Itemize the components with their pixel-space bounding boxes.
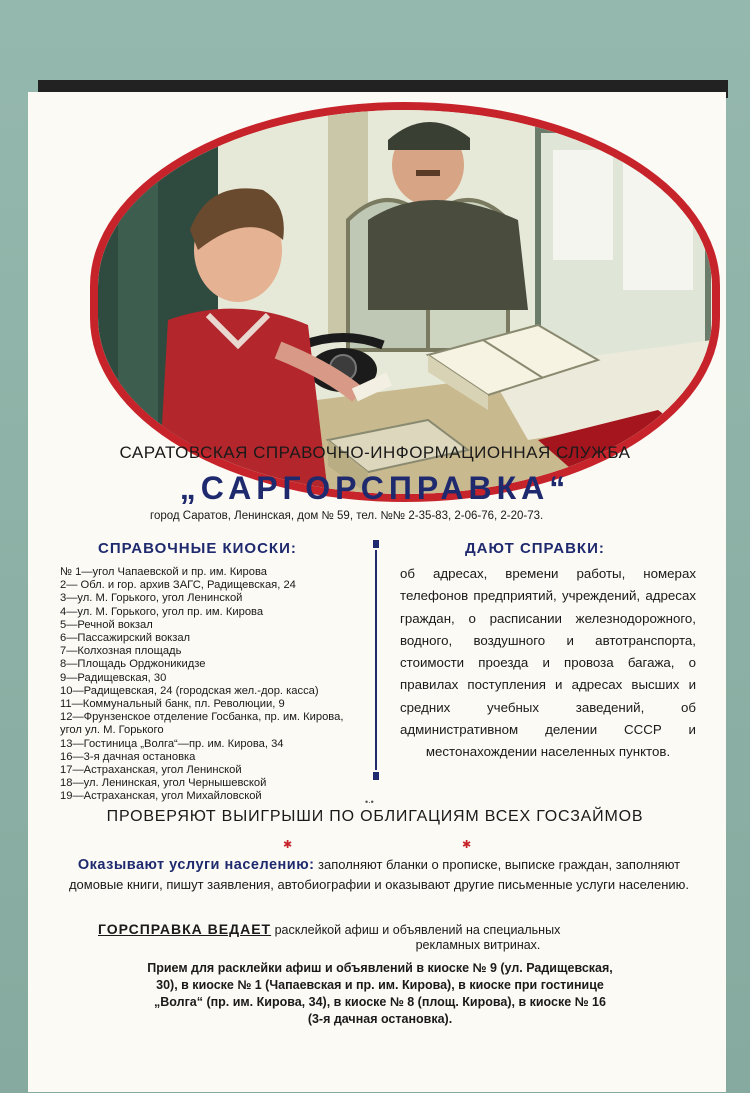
list-item: 9—Радищевская, 30: [60, 671, 167, 684]
list-item: 17—Астраханская, угол Ленинской: [60, 764, 242, 777]
gorspravka-lead: ГОРСПРАВКА ВЕДАЕТ: [98, 921, 272, 937]
gorspravka-text: расклейкой афиш и объявлений на специальных: [271, 923, 561, 937]
services-lead: Оказывают услуги населению:: [77, 857, 315, 873]
kiosk-scene-illustration: [98, 110, 712, 494]
address-line: город Саратов, Ленинская, дом № 59, тел. №№ 2-35-83, 2-06-76, 2-20-73.: [150, 510, 544, 522]
list-item: 18—ул. Ленинская, угол Чернышевской: [60, 777, 267, 790]
star-ornament-icon: ✱: [283, 839, 293, 851]
help-heading: ДАЮТ СПРАВКИ:: [465, 540, 605, 557]
illustration: [98, 110, 712, 494]
list-item: 6—Пассажирский вокзал: [60, 632, 191, 645]
illustration-frame: [90, 102, 720, 502]
gorspravka-text-line2: рекламных витринах.: [415, 938, 541, 952]
list-item: 11—Коммунальный банк, пл. Революции, 9: [60, 698, 285, 711]
small-ornament-icon: •∙•: [365, 797, 374, 807]
divider-ornament: [373, 540, 379, 780]
list-item: 2— Обл. и гор. архив ЗАГС, Радищевская, 24: [60, 579, 296, 592]
gorspravka-paragraph: [98, 922, 658, 953]
brand-title: „САРГОРСПРАВКА“: [179, 470, 571, 506]
reception-paragraph: Прием для расклейки афиш и объявлений в киоске № 9 (ул. Радищевская, 30), в киоске № 1 (Чапаевская и пр. им. Кирова), в киоске при гостинице „Волга“ (пр. им. Кирова, 34), в киоске № 8 (площ. Кирова), в киоске № 16 (3-я дачная остановка).: [147, 961, 613, 1026]
bonds-heading: ПРОВЕРЯЮТ ВЫИГРЫШИ ПО ОБЛИГАЦИЯМ ВСЕХ ГОСЗАЙМОВ: [106, 808, 644, 825]
list-item: 8—Площадь Орджоникидзе: [60, 658, 206, 671]
kiosks-heading: СПРАВОЧНЫЕ КИОСКИ:: [98, 540, 297, 557]
list-item: 12—Фрунзенское отделение Госбанка, пр. им. Кирова, угол ул. М. Горького: [60, 711, 344, 737]
list-item: 7—Колхозная площадь: [60, 645, 182, 658]
list-item: 3—ул. М. Горького, угол Ленинской: [60, 592, 243, 605]
list-item: 13—Гостиница „Волга“—пр. им. Кирова, 34: [60, 737, 284, 750]
help-text: об адресах, времени работы, номерах телефонов предприятий, учреждений, адресах граждан, о расписании железнодорожного, водного, воздушного и автотранспорта, стоимости проезда и провоза багажа, о правилах поступления и адресах высших и средних учебных заведений, об административном делении СССР и местонахождении населенных пунктов.: [400, 566, 696, 760]
list-item: 16—3-я дачная остановка: [60, 750, 196, 763]
services-text: заполняют бланки о прописке, выписке граждан, заполняют домовые книги, пишут заявления, автобиографии и оказывают другие письменные услуги населению.: [68, 857, 690, 892]
list-item: 10—Радищевская, 24 (городская жел.-дор. касса): [60, 684, 319, 697]
list-item: 5—Речной вокзал: [60, 618, 153, 631]
list-item: 19—Астраханская, угол Михайловской: [60, 790, 262, 803]
service-name: САРАТОВСКАЯ СПРАВОЧНО-ИНФОРМАЦИОННАЯ СЛУЖБА: [119, 443, 631, 462]
star-ornament-icon: ✱: [462, 839, 472, 851]
kiosk-list: [60, 566, 365, 804]
list-item: 4—ул. М. Горького, угол пр. им. Кирова: [60, 605, 264, 618]
services-paragraph: [62, 855, 696, 895]
list-item: № 1—угол Чапаевской и пр. им. Кирова: [60, 566, 268, 578]
